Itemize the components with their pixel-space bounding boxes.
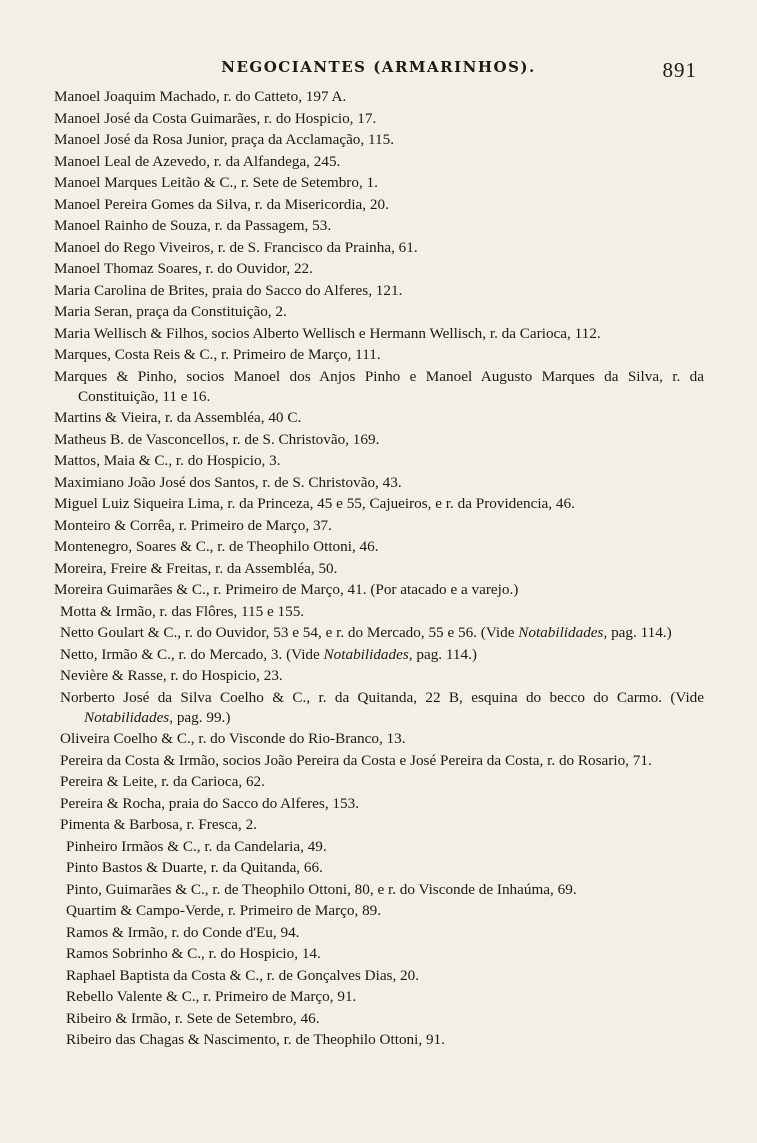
list-item (54, 173, 704, 193)
list-item (54, 216, 704, 236)
entry-text: Raphael Baptista da Costa & C., r. de Gonçalves Dias, 20. (66, 966, 420, 984)
entry-text: Maria Seran, praça da Constituição, 2. (54, 303, 287, 320)
entry-text: Pereira da Costa & Irmão, socios João Pereira da Costa e José Pereira da Costa, r. do Rosario, 71. (60, 751, 652, 769)
entry-text: Marques, Costa Reis & C., r. Primeiro de Março, 111. (54, 346, 381, 363)
entry-text: Ramos & Irmão, r. do Conde d'Eu, 94. (66, 923, 300, 941)
entry-text: Motta & Irmão, r. das Flôres, 115 e 155. (60, 602, 305, 620)
entry-page-ref: , pag. 99.) (169, 708, 231, 726)
list-item (60, 688, 704, 728)
list-item (60, 645, 704, 665)
entry-text: Marques & Pinho, socios Manoel dos Anjos Pinho e Manoel Augusto Marques da Silva, r. da Constituição, 11 e 16. (54, 367, 704, 405)
list-item (54, 109, 704, 129)
section-title: NEGOCIANTES (ARMARINHOS). (221, 58, 536, 76)
entry-text: Pimenta & Barbosa, r. Fresca, 2. (60, 816, 257, 833)
entry-text: Ramos Sobrinho & C., r. do Hospicio, 14. (66, 945, 321, 962)
entry-text: Manoel Joaquim Machado, r. do Catteto, 197 A. (54, 88, 347, 105)
list-item (54, 345, 704, 365)
list-item (54, 195, 704, 215)
entry-text: Norberto José da Silva Coelho & C., r. da Quitanda, 22 B, esquina do becco do Carmo. (Vide (60, 688, 704, 706)
list-item (60, 729, 704, 749)
page-number: 891 (662, 58, 697, 82)
list-item (60, 815, 704, 835)
entry-text: Martins & Vieira, r. da Assembléa, 40 C. (54, 409, 302, 426)
list-item (54, 516, 704, 536)
entry-page-ref: , pag. 114.) (408, 645, 477, 663)
list-item (66, 858, 704, 878)
entry-text: Oliveira Coelho & C., r. do Visconde do Rio-Branco, 13. (60, 730, 406, 747)
entry-text: Moreira Guimarães & C., r. Primeiro de Março, 41. (Por atacado e a varejo.) (54, 581, 519, 598)
entry-text: Manoel Rainho de Souza, r. da Passagem, 53. (54, 217, 332, 234)
entry-text: Pinto Bastos & Duarte, r. da Quitanda, 66. (66, 859, 323, 876)
list-item (66, 987, 704, 1007)
list-item (60, 602, 704, 622)
entry-text: Quartim & Campo-Verde, r. Primeiro de Março, 89. (66, 902, 382, 919)
list-item (66, 923, 704, 943)
entry-text: Netto, Irmão & C., r. do Mercado, 3. (Vide (60, 645, 324, 663)
entry-text: Pereira & Leite, r. da Carioca, 62. (60, 773, 265, 790)
entry-text: Montenegro, Soares & C., r. de Theophilo Ottoni, 46. (54, 538, 379, 555)
list-item (54, 367, 704, 407)
page-header (0, 58, 757, 82)
list-item (54, 281, 704, 301)
entry-text: Netto Goulart & C., r. do Ouvidor, 53 e 54, e r. do Mercado, 55 e 56. (Vide (60, 624, 519, 641)
entry-reference: Notabilidades (323, 645, 409, 663)
list-item (60, 623, 704, 643)
list-item (54, 559, 704, 579)
list-item (66, 1030, 704, 1050)
entry-text: Monteiro & Corrêa, r. Primeiro de Março, 37. (54, 516, 332, 534)
list-item (60, 772, 704, 792)
entry-text: Manoel José da Rosa Junior, praça da Acclamação, 115. (54, 131, 395, 148)
list-item (54, 324, 704, 344)
list-item (54, 473, 704, 493)
merchant-list (54, 87, 704, 1052)
entry-text: Maria Carolina de Brites, praia do Sacco do Alferes, 121. (54, 281, 403, 299)
entry-text: Manoel Leal de Azevedo, r. da Alfandega, 245. (54, 152, 341, 170)
list-item (66, 880, 704, 900)
list-item (54, 152, 704, 172)
entry-text: Pinheiro Irmãos & C., r. da Candelaria, 49. (66, 837, 327, 855)
list-item (54, 580, 704, 600)
entry-text: Maria Wellisch & Filhos, socios Alberto Wellisch e Hermann Wellisch, r. da Carioca, 112. (54, 324, 601, 342)
list-item (66, 966, 704, 986)
entry-text: Pinto, Guimarães & C., r. de Theophilo Ottoni, 80, e r. do Visconde de Inhaúma, 69. (66, 880, 577, 898)
entry-reference: Notabilidades (84, 708, 170, 726)
entry-text: Manoel Marques Leitão & C., r. Sete de Setembro, 1. (54, 174, 378, 191)
list-item (66, 944, 704, 964)
entry-text: Manoel José da Costa Guimarães, r. do Hospicio, 17. (54, 109, 377, 127)
list-item (66, 1009, 704, 1029)
entry-text: Rebello Valente & C., r. Primeiro de Março, 91. (66, 988, 357, 1005)
entry-reference: Notabilidades (518, 624, 604, 641)
list-item (54, 259, 704, 279)
entry-text: Nevière & Rasse, r. do Hospicio, 23. (60, 667, 283, 684)
entry-text: Ribeiro das Chagas & Nascimento, r. de Theophilo Ottoni, 91. (66, 1031, 445, 1048)
list-item (60, 794, 704, 814)
list-item (54, 238, 704, 258)
entry-text: Ribeiro & Irmão, r. Sete de Setembro, 46. (66, 1009, 320, 1027)
list-item (54, 408, 704, 428)
list-item (54, 494, 704, 514)
entry-page-ref: , pag. 114.) (603, 624, 672, 641)
entry-text: Matheus B. de Vasconcellos, r. de S. Christovão, 169. (54, 430, 380, 448)
entry-text: Miguel Luiz Siqueira Lima, r. da Princeza, 45 e 55, Cajueiros, e r. da Providencia, 46. (54, 495, 575, 512)
entry-text: Manoel do Rego Viveiros, r. de S. Francisco da Prainha, 61. (54, 238, 418, 256)
list-item (60, 751, 704, 771)
entry-text: Manoel Thomaz Soares, r. do Ouvidor, 22. (54, 260, 313, 277)
list-item (66, 837, 704, 857)
list-item (54, 537, 704, 557)
list-item (54, 130, 704, 150)
list-item (60, 666, 704, 686)
entry-text: Mattos, Maia & C., r. do Hospicio, 3. (54, 452, 281, 469)
list-item (54, 430, 704, 450)
entry-text: Maximiano João José dos Santos, r. de S. Christovão, 43. (54, 473, 402, 491)
list-item (54, 451, 704, 471)
entry-text: Manoel Pereira Gomes da Silva, r. da Misericordia, 20. (54, 195, 389, 213)
list-item (66, 901, 704, 921)
entry-text: Pereira & Rocha, praia do Sacco do Alferes, 153. (60, 794, 360, 812)
list-item (54, 302, 704, 322)
list-item (54, 87, 704, 107)
entry-text: Moreira, Freire & Freitas, r. da Assembléa, 50. (54, 559, 338, 577)
